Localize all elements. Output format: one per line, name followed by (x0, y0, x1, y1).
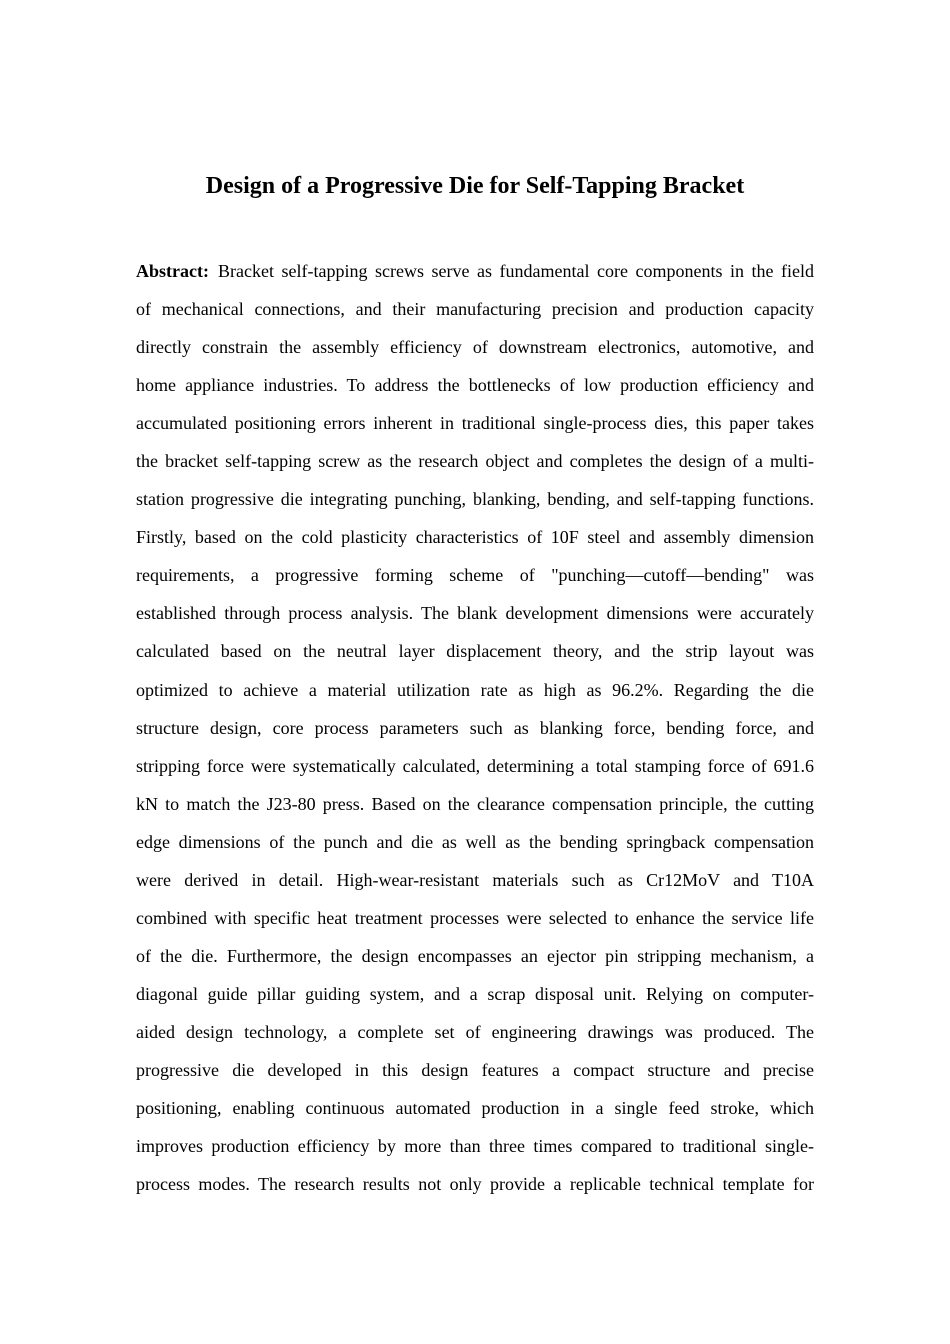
abstract-line: process modes. The research results not only provide a replicable technical template for (136, 1174, 814, 1195)
abstract-line: established through process analysis. The blank development dimensions were accurately (136, 603, 814, 624)
abstract-line: home appliance industries. To address the bottlenecks of low production efficiency and (136, 375, 814, 396)
abstract-line: accumulated positioning errors inherent in traditional single-process dies, this paper takes (136, 413, 814, 434)
abstract-label: Abstract: (136, 261, 209, 281)
abstract-line (136, 258, 814, 296)
abstract-line: aided design technology, a complete set of engineering drawings was produced. The (136, 1021, 814, 1042)
abstract-line: station progressive die integrating punching, blanking, bending, and self-tapping functions. (136, 489, 814, 510)
abstract-line: requirements, a progressive forming scheme of "punching—cutoff—bending" was (136, 565, 814, 586)
abstract-line: optimized to achieve a material utilization rate as high as 96.2%. Regarding the die (136, 679, 814, 700)
abstract-line: stripping force were systematically calculated, determining a total stamping force of 691.6 (136, 755, 814, 776)
abstract-line: edge dimensions of the punch and die as well as the bending springback compensation (136, 831, 814, 852)
abstract-line: diagonal guide pillar guiding system, and a scrap disposal unit. Relying on computer- (136, 983, 814, 1004)
abstract-line: combined with specific heat treatment processes were selected to enhance the service life (136, 907, 814, 928)
abstract-line-text: Bracket self-tapping screws serve as fundamental core components in the field (217, 261, 814, 281)
abstract-line: structure design, core process parameters such as blanking force, bending force, and (136, 717, 814, 738)
abstract-line: kN to match the J23-80 press. Based on the clearance compensation principle, the cutting (136, 793, 814, 814)
abstract-line: of the die. Furthermore, the design encompasses an ejector pin stripping mechanism, a (136, 945, 814, 966)
abstract-line: were derived in detail. High-wear-resistant materials such as Cr12MoV and T10A (136, 869, 814, 890)
abstract-line: Firstly, based on the cold plasticity characteristics of 10F steel and assembly dimension (136, 527, 814, 548)
abstract-line: improves production efficiency by more than three times compared to traditional single- (136, 1136, 814, 1157)
paper-title: Design of a Progressive Die for Self-Tapping Bracket (205, 173, 745, 199)
abstract-line: calculated based on the neutral layer displacement theory, and the strip layout was (136, 641, 814, 662)
abstract (136, 258, 814, 1209)
abstract-line: the bracket self-tapping screw as the research object and completes the design of a multi- (136, 451, 814, 472)
abstract-line: progressive die developed in this design features a compact structure and precise (136, 1059, 814, 1080)
abstract-line: of mechanical connections, and their manufacturing precision and production capacity (136, 299, 814, 320)
abstract-line: positioning, enabling continuous automated production in a single feed stroke, which (136, 1098, 814, 1119)
abstract-line: directly constrain the assembly efficiency of downstream electronics, automotive, and (136, 337, 814, 358)
